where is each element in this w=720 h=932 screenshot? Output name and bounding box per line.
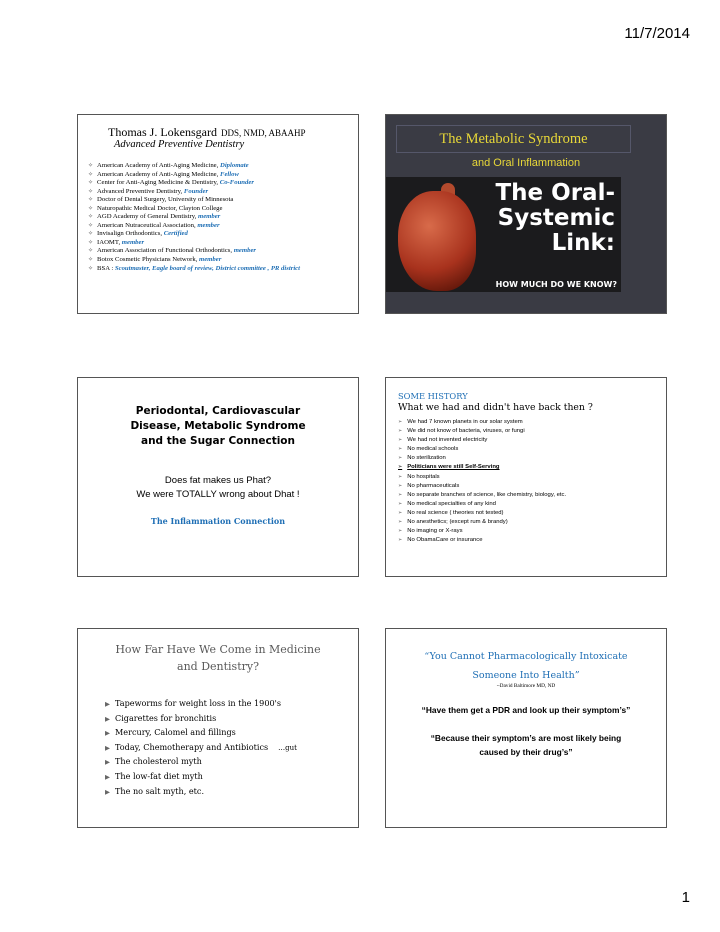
list-item: ➢ We had 7 known planets in our solar system — [398, 419, 523, 425]
slide-credentials — [77, 114, 359, 314]
arrow-bullet-icon: ➢ — [398, 455, 403, 462]
arrow-bullet-icon: ➢ — [398, 500, 403, 507]
page-number: 1 — [681, 889, 690, 906]
list-item: ✧ Botox Cosmetic Physicians Network, member — [88, 256, 222, 264]
list-item: ✧ American Association of Functional Orthodontics, member — [88, 247, 257, 255]
pdr-statement: “Have them get a PDR and look up their symptom’s” — [421, 705, 631, 715]
bullet-icon: ✧ — [88, 222, 94, 229]
triangle-bullet-icon: ▶ — [105, 729, 110, 738]
list-item: ✧ AGD Academy of General Dentistry, member — [88, 213, 221, 221]
list-item: ✧ Invisalign Orthodontics, Certified — [88, 230, 188, 238]
quote-attribution: ~David Baltimore MD, ND — [496, 683, 556, 689]
triangle-bullet-icon: ▶ — [105, 743, 110, 752]
list-item: ✧ American Nutraceutical Association, member — [88, 221, 220, 229]
list-item: ▶ Cigarettes for bronchitis — [105, 712, 217, 723]
bullet-icon: ✧ — [88, 180, 94, 187]
presenter-name — [108, 125, 306, 140]
list-item: ✧ American Academy of Anti-Aging Medicine, Diplomate — [88, 162, 249, 169]
bullet-icon: ✧ — [88, 265, 94, 272]
heart-icon — [398, 191, 476, 291]
arrow-bullet-icon: ➢ — [398, 437, 403, 444]
list-item: ➢ No medical specialties of any kind — [398, 500, 496, 507]
arrow-bullet-icon: ➢ — [398, 491, 403, 498]
slide-quote — [385, 628, 667, 828]
book-subtitle: HOW MUCH DO WE KNOW? — [495, 280, 617, 289]
list-item: ✧ Doctor of Dental Surgery, University of Minnesota — [88, 196, 234, 204]
arrow-bullet-icon: ➢ — [398, 537, 403, 544]
bullet-icon: ✧ — [88, 171, 94, 178]
bullet-icon: ✧ — [88, 231, 94, 238]
list-item: ➢ No separate branches of science, like chemistry, biology, etc. — [398, 491, 567, 498]
arrow-bullet-icon: ➢ — [398, 446, 403, 453]
book-title: The Oral- Systemic Link: — [495, 180, 615, 256]
list-item: ➢ No anesthetics; (except rum & brandy) — [398, 519, 508, 526]
list-item: ➢ No medical schools — [398, 446, 459, 453]
quote: “You Cannot Pharmacologically Intoxicate Someone Into Health” — [424, 651, 628, 681]
myth-list — [105, 697, 297, 799]
slide-title: How Far Have We Come in Medicine and Dentistry? — [115, 643, 321, 673]
list-item: ▶ The no salt myth, etc. — [105, 785, 205, 796]
triangle-bullet-icon: ▶ — [105, 772, 110, 781]
arrow-bullet-icon: ➢ — [398, 519, 403, 526]
arrow-bullet-icon: ➢ — [398, 528, 403, 535]
list-item: ✧ American Academy of Anti-Aging Medicine, Fellow — [88, 170, 239, 178]
book-cover-image — [386, 177, 621, 292]
list-item: ➢ Politicians were still Self-Serving — [398, 464, 500, 471]
presenter-organization: Advanced Preventive Dentistry — [114, 139, 245, 150]
list-item: ➢ No ObamaCare or insurance — [398, 537, 483, 544]
list-item: ▶ Today, Chemotherapy and Antibiotics …gut — [105, 741, 297, 752]
arrow-bullet-icon: ➢ — [398, 473, 403, 480]
list-item: ✧ Center for Anti-Aging Medicine & Dentistry, Co-Founder — [88, 179, 254, 187]
list-item: ➢ No hospitals — [398, 473, 440, 480]
triangle-bullet-icon: ▶ — [105, 700, 110, 708]
list-item: ➢ We had not invented electricity — [398, 437, 488, 444]
triangle-bullet-icon: ▶ — [105, 758, 110, 767]
bullet-icon: ✧ — [88, 248, 94, 255]
credential-list — [88, 162, 356, 273]
list-item: ➢ No sterilization — [398, 455, 446, 462]
inflammation-connection: The Inflammation Connection — [150, 516, 286, 526]
list-item: ✧ BSA : Scoutmaster, Eagle board of review, District committee , PR district — [88, 264, 301, 272]
slide-some-history — [385, 377, 667, 577]
bullet-icon: ✧ — [88, 205, 94, 212]
slide-sugar-connection — [77, 377, 359, 577]
slide-subtitle: and Oral Inflammation — [471, 157, 581, 169]
history-list — [398, 418, 566, 545]
slide-title: The Metabolic Syndrome — [396, 125, 631, 153]
list-item: ▶ Tapeworms for weight loss in the 1900's — [105, 698, 281, 708]
arrow-bullet-icon: ➢ — [398, 509, 403, 516]
list-item: ➢ No real science ( theories not tested) — [398, 509, 504, 516]
slide-heading: SOME HISTORY — [398, 391, 468, 401]
list-item: ➢ We did not know of bacteria, viruses, or fungi — [398, 428, 525, 435]
list-item: ➢ No imaging or X-rays — [398, 528, 463, 535]
list-item: ▶ The cholesterol myth — [105, 756, 202, 767]
bullet-icon: ✧ — [88, 257, 94, 264]
slide-metabolic-syndrome — [385, 114, 667, 314]
list-item: ✧ Naturopathic Medical Doctor, Clayton College — [88, 204, 223, 212]
presenter-credentials: DDS, NMD, ABAAHP — [220, 128, 306, 138]
triangle-bullet-icon: ▶ — [105, 787, 110, 796]
bullet-icon: ✧ — [88, 214, 94, 221]
arrow-bullet-icon: ➢ — [398, 428, 403, 435]
slide-title: Periodontal, Cardiovascular Disease, Metabolic Syndrome and the Sugar Connection — [130, 405, 306, 447]
presenter-name-text: Thomas J. Lokensgard — [108, 125, 217, 139]
slide-how-far — [77, 628, 359, 828]
slide-question: Does fat makes us Phat? We were TOTALLY wrong about Dhat ! — [136, 475, 300, 500]
list-item: ▶ The low-fat diet myth — [105, 770, 203, 781]
arrow-bullet-icon: ➢ — [398, 419, 403, 425]
bullet-icon: ✧ — [88, 163, 94, 169]
drug-statement: “Because their symptom’s are most likely being caused by their drug’s” — [430, 733, 622, 757]
bullet-icon: ✧ — [88, 239, 94, 246]
list-item: ▶ Mercury, Calomel and fillings — [105, 727, 236, 738]
list-item: ✧ IAOMT, member — [88, 238, 145, 246]
slide-subheading: What we had and didn't have back then ? — [398, 402, 593, 413]
arrow-bullet-icon: ➢ — [398, 482, 403, 489]
bullet-icon: ✧ — [88, 197, 94, 204]
list-item: ✧ Advanced Preventive Dentistry, Founder — [88, 187, 209, 195]
page-date: 11/7/2014 — [624, 25, 690, 42]
arrow-bullet-icon: ➢ — [398, 464, 403, 471]
bullet-icon: ✧ — [88, 188, 94, 195]
triangle-bullet-icon: ▶ — [105, 714, 110, 723]
list-item: ➢ No pharmaceuticals — [398, 482, 460, 489]
